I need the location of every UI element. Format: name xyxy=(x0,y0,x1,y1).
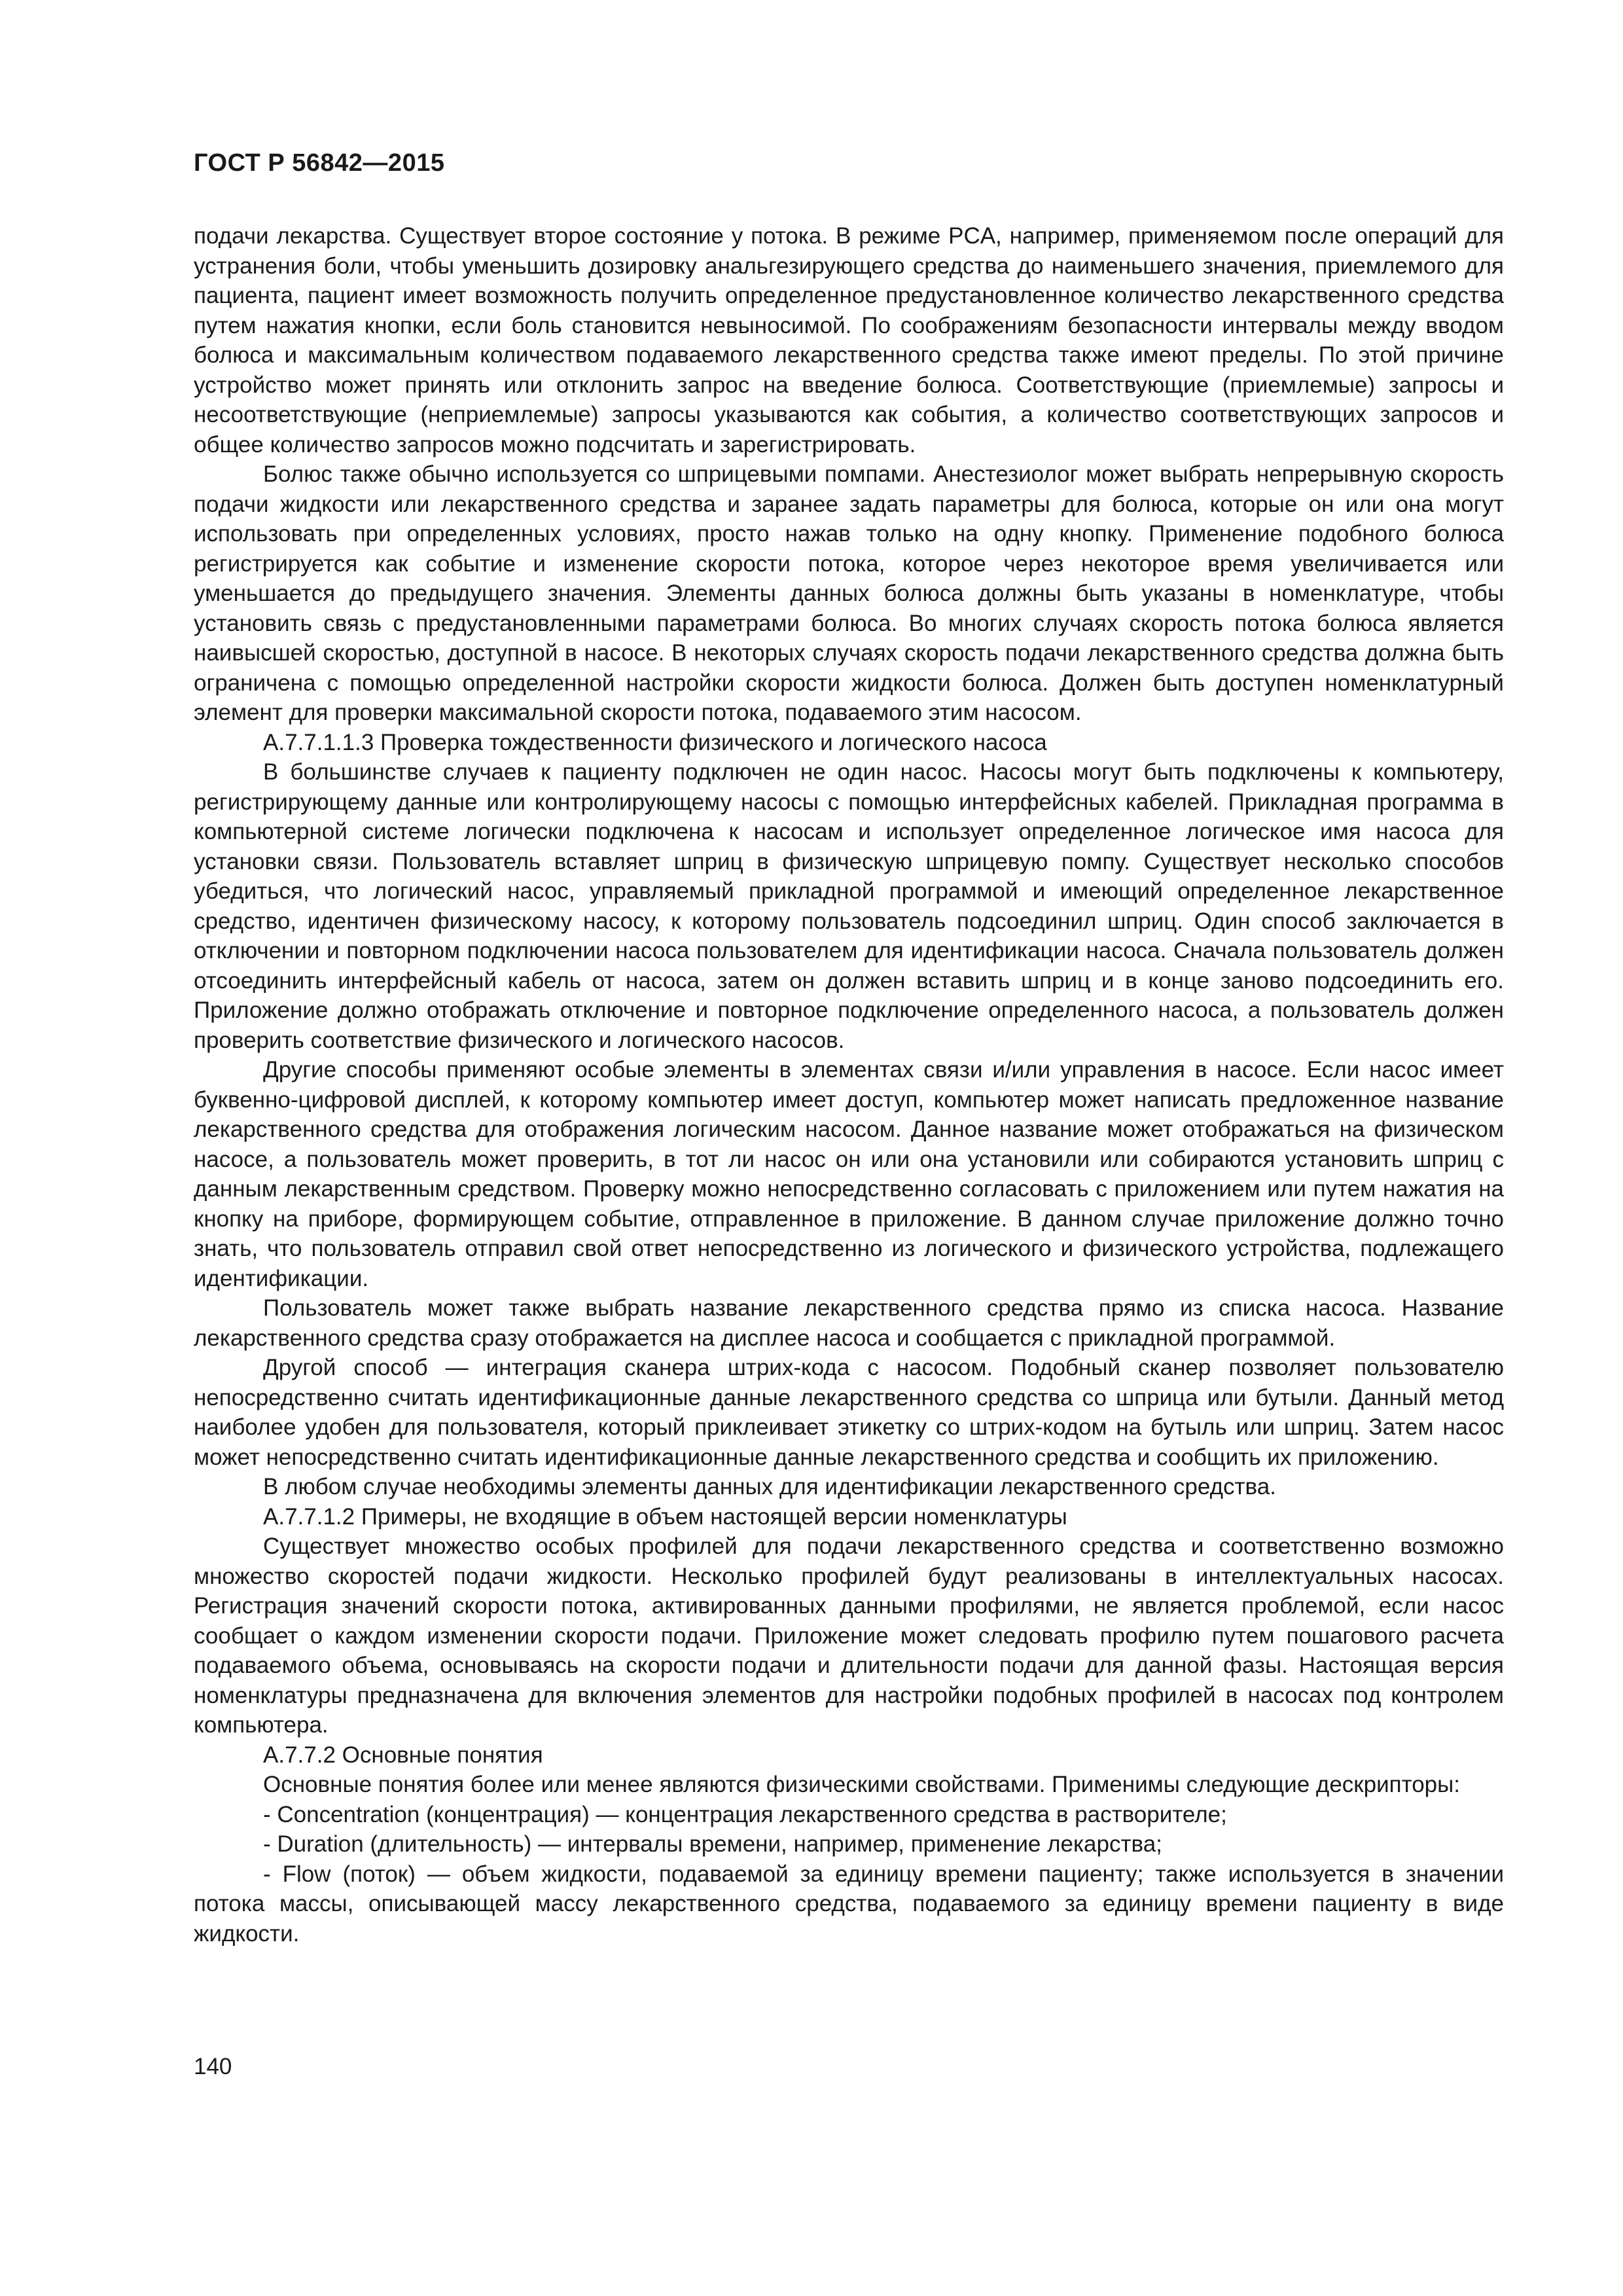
paragraph: В любом случае необходимы элементы данных для идентификации лекарственного средства. xyxy=(263,1474,1276,1499)
paragraph: Пользователь может также выбрать название лекарственного средства прямо из списка насоса. Название лекарственного средства сразу отображается на дисплее насоса и сообщается с прикладной программой. xyxy=(194,1295,1504,1351)
section-heading: А.7.7.1.1.3 Проверка тождественности физического и логического насоса xyxy=(263,729,1047,755)
paragraph: Другие способы применяют особые элементы в элементах связи и/или управления в насосе. Если насос имеет буквенно-цифровой дисплей, к которому компьютер имеет доступ, компьютер может написать предложенное название лекарственного средства для отображения логическим насосом. Данное название может отображаться на физическом насосе, а пользователь может проверить, в тот ли насос он или она установили или собираются установить шприц с данным лекарственным средством. Проверку можно непосредственно согласовать с приложением или путем нажатия на кнопку на приборе, формирующем событие, отправленное в приложение. В данном случае приложение должно точно знать, что пользователь отправил свой ответ непосредственно из логического и физического устройства, подлежащего идентификации. xyxy=(194,1057,1504,1291)
paragraph: Болюс также обычно используется со шприцевыми помпами. Анестезиолог может выбрать непрерывную скорость подачи жидкости или лекарственного средства и заранее задать параметры для болюса, которые он или она могут использовать при определенных условиях, просто нажав только на одну кнопку. Применение подобного болюса регистрируется как событие и изменение скорости потока, которое через некоторое время увеличивается или уменьшается до предыдущего значения. Элементы данных болюса должны быть указаны в номенклатуре, чтобы установить связь с предустановленными параметрами болюса. Во многих случаях скорость потока болюса является наивысшей скоростью, доступной в насосе. В некоторых случаях скорость подачи лекарственного средства должна быть ограничена с помощью определенной настройки скорости жидкости болюса. Должен быть доступен номенклатурный элемент для проверки максимальной скорости потока, подаваемого этим насосом. xyxy=(194,461,1504,725)
paragraph: Основные понятия более или менее являются физическими свойствами. Применимы следующие дескрипторы: xyxy=(263,1772,1461,1797)
document-header: ГОСТ Р 56842—2015 xyxy=(194,149,445,177)
list-item: - Flow (поток) — объем жидкости, подаваемой за единицу времени пациенту; также используется в значении потока массы, описывающей массу лекарственного средства, подаваемого за единицу времени пациенту в виде жидкости. xyxy=(194,1861,1504,1946)
section-heading: А.7.7.1.2 Примеры, не входящие в объем настоящей версии номенклатуры xyxy=(263,1503,1067,1530)
paragraph: Другой способ — интеграция сканера штрих-кода с насосом. Подобный сканер позволяет пользователю непосредственно считать идентификационные данные лекарственного средства со шприца или бутыли. Данный метод наиболее удобен для пользователя, который приклеивает этикетку со штрих-кодом на бутыль или шприц. Затем насос может непосредственно считать идентификационные данные лекарственного средства и сообщить их приложению. xyxy=(194,1355,1504,1470)
section-heading: А.7.7.2 Основные понятия xyxy=(263,1742,543,1768)
page-number: 140 xyxy=(194,2054,232,2079)
paragraph: Существует множество особых профилей для подачи лекарственного средства и соответственно возможно множество скоростей подачи жидкости. Несколько профилей будут реализованы в интеллектуальных насосах. Регистрация значений скорости потока, активированных данными профилями, не является проблемой, если насос сообщает о каждом изменении скорости подачи. Приложение может следовать профилю путем пошагового расчета подаваемого объема, основываясь на скорости подачи и длительности подачи для данной фазы. Настоящая версия номенклатуры предназначена для включения элементов для настройки подобных профилей в насосах под контролем компьютера. xyxy=(194,1534,1504,1738)
body-text xyxy=(194,221,1504,1948)
paragraph: подачи лекарства. Существует второе состояние у потока. В режиме PCA, например, применяемом после операций для устранения боли, чтобы уменьшить дозировку анальгезирующего средства до наименьшего значения, приемлемого для пациента, пациент имеет возможность получить определенное предустановленное количество лекарственного средства путем нажатия кнопки, если боль становится невыносимой. По соображениям безопасности интервалы между вводом болюса и максимальным количеством подаваемого лекарственного средства также имеют пределы. По этой причине устройство может принять или отклонить запрос на введение болюса. Соответствующие (приемлемые) запросы и несоответствующие (неприемлемые) запросы указываются как события, а количество соответствующих запросов и общее количество запросов можно подсчитать и зарегистрировать. xyxy=(194,223,1504,457)
paragraph: В большинстве случаев к пациенту подключен не один насос. Насосы могут быть подключены к компьютеру, регистрирующему данные или контролирующему насосы с помощью интерфейсных кабелей. Прикладная программа в компьютерной системе логически подключена к насосам и использует определенное логическое имя насоса для установки связи. Пользователь вставляет шприц в физическую шприцевую помпу. Существует несколько способов убедиться, что логический насос, управляемый прикладной программой и имеющий определенное лекарственное средство, идентичен физическому насосу, к которому пользователь подсоединил шприц. Один способ заключается в отключении и повторном подключении насоса пользователем для идентификации насоса. Сначала пользователь должен отсоединить интерфейсный кабель от насоса, затем он должен вставить шприц и в конце заново подсоединить его. Приложение должно отображать отключение и повторное подключение определенного насоса, а пользователь должен проверить соответствие физического и логического насосов. xyxy=(194,759,1504,1053)
list-item: - Duration (длительность) — интервалы времени, например, применение лекарства; xyxy=(263,1831,1162,1857)
list-item: - Concentration (концентрация) — концентрация лекарственного средства в растворителе; xyxy=(263,1801,1227,1827)
